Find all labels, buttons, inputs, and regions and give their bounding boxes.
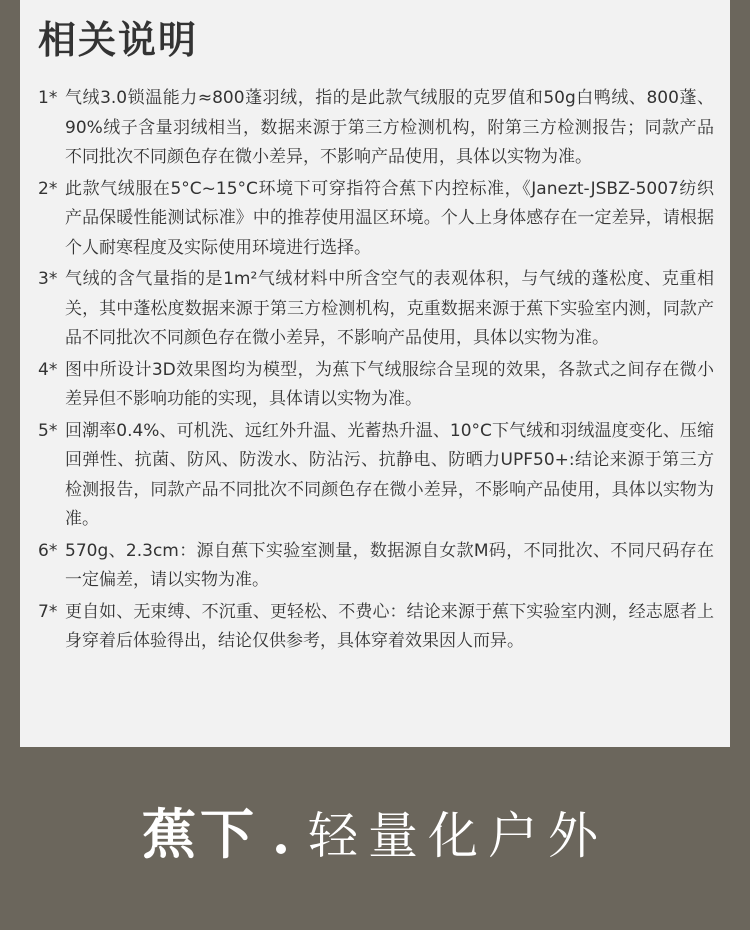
list-item xyxy=(38,417,714,535)
note-text: 更自如、无束缚、不沉重、更轻松、不费心：结论来源于蕉下实验室内测，经志愿者上身穿着后体验得出，结论仅供参考，具体穿着效果因人而异。 xyxy=(65,601,714,651)
list-item xyxy=(38,265,714,354)
note-text: 图中所设计3D效果图均为模型，为蕉下气绒服综合呈现的效果，各款式之间存在微小差异但不影响功能的实现，具体请以实物为准。 xyxy=(65,359,714,409)
notes-panel xyxy=(20,0,730,747)
brand-footer xyxy=(0,790,750,893)
note-number: 6* xyxy=(38,540,58,561)
note-text: 570g、2.3cm：源自蕉下实验室测量，数据源自女款M码，不同批次、不同尺码存在一定偏差，请以实物为准。 xyxy=(65,540,714,590)
note-number: 7* xyxy=(38,601,58,622)
note-text: 气绒3.0锁温能力≈800蓬羽绒，指的是此款气绒服的克罗值和50g白鸭绒、800蓬、90%绒子含量羽绒相当，数据来源于第三方检测机构，附第三方检测报告；同款产品不同批次不同颜色存在微小差异，不影响产品使用，具体以实物为准。 xyxy=(65,88,714,167)
list-item xyxy=(38,84,714,173)
note-number: 4* xyxy=(38,359,58,380)
separator-dot-icon xyxy=(276,844,286,854)
list-item xyxy=(38,175,714,264)
brand-slogan: 轻量化户外 xyxy=(308,807,608,865)
note-number: 1* xyxy=(38,88,58,108)
list-item xyxy=(38,356,714,415)
note-number: 3* xyxy=(38,269,58,289)
note-text: 气绒的含气量指的是1m²气绒材料中所含空气的表观体积，与气绒的蓬松度、克重相关，其中蓬松度数据来源于第三方检测机构，克重数据来源于蕉下实验室内测，同款产品不同批次不同颜色存在微小差异，不影响产品使用，具体以实物为准。 xyxy=(65,269,714,348)
note-number: 2* xyxy=(38,178,58,199)
brand-name: 蕉下 xyxy=(142,803,258,866)
note-text: 此款气绒服在5°C~15°C环境下可穿指符合蕉下内控标准，《Janezt-JSBZ-5007纺织产品保暖性能测试标准》中的推荐使用温区环境。个人上身体感存在一定差异，请根据个人耐寒程度及实际使用环境进行选择。 xyxy=(65,178,714,258)
page-title: 相关说明 xyxy=(38,18,199,62)
note-text: 回潮率0.4%、可机洗、远红外升温、光蓄热升温、10°C下气绒和羽绒温度变化、压缩回弹性、抗菌、防风、防泼水、防沾污、抗静电、防晒力UPF50+:结论来源于第三方检测报告，同款产品不同批次不同颜色存在微小差异，不影响产品使用，具体以实物为准。 xyxy=(65,420,714,529)
notes-list xyxy=(38,84,714,659)
list-item xyxy=(38,537,714,596)
note-number: 5* xyxy=(38,420,58,441)
list-item xyxy=(38,598,714,657)
